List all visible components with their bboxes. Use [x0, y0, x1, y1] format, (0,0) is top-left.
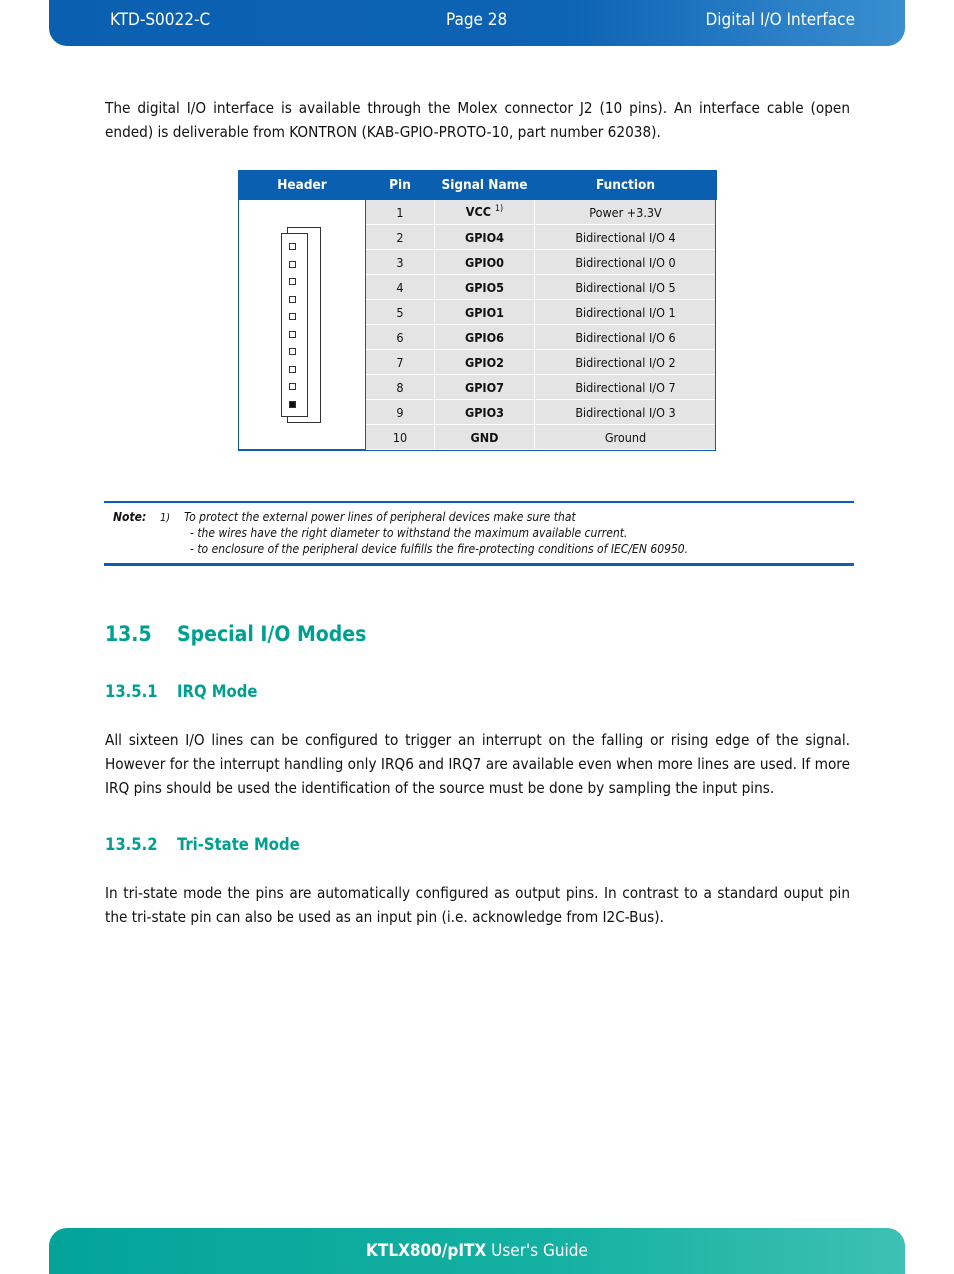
pin-number: 8 [366, 375, 435, 400]
connector-pin [289, 383, 296, 390]
signal-name: GPIO6 [435, 325, 535, 350]
page-header [49, 0, 905, 46]
subsection-heading-irq [105, 682, 257, 701]
signal-name: GPIO4 [435, 225, 535, 250]
connector-pin-1-marker [289, 401, 296, 408]
molex-connector-diagram [281, 227, 323, 423]
tristate-paragraph: In tri-state mode the pins are automatically configured as output pins. In contrast to a standard ouput pin the tri-state pin can also be used as an input pin (i.e. acknowledge from I2C-Bus). [105, 884, 850, 926]
table-row [239, 200, 717, 225]
connector-pin [289, 313, 296, 320]
irq-paragraph: All sixteen I/O lines can be configured to trigger an interrupt on the falling or rising edge of the signal. However for the interrupt handling only IRQ6 and IRQ7 are available even when more lines are used. If more IRQ pins should be used the identification of the source must be done by sampling the input pins. [105, 731, 850, 797]
page-footer [49, 1228, 905, 1274]
col-pin: Pin [366, 171, 435, 200]
note-box [104, 501, 854, 566]
pin-function: Bidirectional I/O 4 [535, 225, 717, 250]
pin-function: Ground [535, 425, 717, 450]
signal-name: GPIO3 [435, 400, 535, 425]
connector-pin [289, 278, 296, 285]
pin-function: Bidirectional I/O 7 [535, 375, 717, 400]
note-line: To protect the external power lines of peripheral devices make sure that [184, 510, 576, 524]
subsection-number: 13.5.1 [105, 682, 158, 701]
pin-function: Bidirectional I/O 1 [535, 300, 717, 325]
pin-function: Bidirectional I/O 2 [535, 350, 717, 375]
pin-number: 6 [366, 325, 435, 350]
note-line: - to enclosure of the peripheral device fulfills the fire-protecting conditions of IEC/EN 60950. [190, 542, 689, 556]
note-line: - the wires have the right diameter to withstand the maximum available current. [190, 526, 628, 540]
signal-name: GPIO1 [435, 300, 535, 325]
page-number: Page 28 [446, 10, 508, 30]
pin-function: Bidirectional I/O 0 [535, 250, 717, 275]
signal-name: GPIO0 [435, 250, 535, 275]
pin-number: 3 [366, 250, 435, 275]
pin-table [238, 170, 717, 450]
connector-pin [289, 348, 296, 355]
product-name: KTLX800/pITX [366, 1241, 487, 1261]
pin-number: 7 [366, 350, 435, 375]
pin-number: 1 [366, 200, 435, 225]
pin-number: 9 [366, 400, 435, 425]
connector-pin [289, 261, 296, 268]
footer-suffix: User's Guide [486, 1241, 588, 1261]
connector-pin [289, 331, 296, 338]
pin-function: Bidirectional I/O 3 [535, 400, 717, 425]
doc-id: KTD-S0022-C [110, 10, 211, 30]
subsection-title: Tri-State Mode [177, 835, 300, 854]
note-label: Note: [113, 510, 147, 524]
connector-pin [289, 366, 296, 373]
pin-function: Power +3.3V [535, 200, 717, 225]
col-function: Function [535, 171, 717, 200]
signal-name: VCC $^{1)}$ [435, 200, 535, 225]
col-signal-name: Signal Name [435, 171, 535, 200]
signal-name: GPIO7 [435, 375, 535, 400]
pin-number: 5 [366, 300, 435, 325]
table-header-row [239, 171, 717, 200]
subsection-heading-tristate [105, 835, 300, 854]
pin-number: 10 [366, 425, 435, 450]
signal-name: GPIO2 [435, 350, 535, 375]
section-heading [105, 622, 366, 646]
pin-number: 2 [366, 225, 435, 250]
signal-name: GPIO5 [435, 275, 535, 300]
subsection-number: 13.5.2 [105, 835, 158, 854]
signal-name: GND [435, 425, 535, 450]
section-number: 13.5 [105, 622, 152, 646]
section-title: Digital I/O Interface [705, 10, 855, 30]
connector-pin [289, 243, 296, 250]
connector-drawing-cell [239, 200, 366, 450]
pin-function: Bidirectional I/O 6 [535, 325, 717, 350]
intro-paragraph: The digital I/O interface is available through the Molex connector J2 (10 pins). An interface cable (open ended) is deliverable from KONTRON (KAB-GPIO-PROTO-10, part number 62038). [105, 99, 850, 141]
connector-pin [289, 296, 296, 303]
note-number: 1) [160, 511, 171, 524]
col-header: Header [239, 171, 366, 200]
pin-function: Bidirectional I/O 5 [535, 275, 717, 300]
section-heading-title: Special I/O Modes [177, 622, 367, 646]
pin-number: 4 [366, 275, 435, 300]
subsection-title: IRQ Mode [177, 682, 258, 701]
